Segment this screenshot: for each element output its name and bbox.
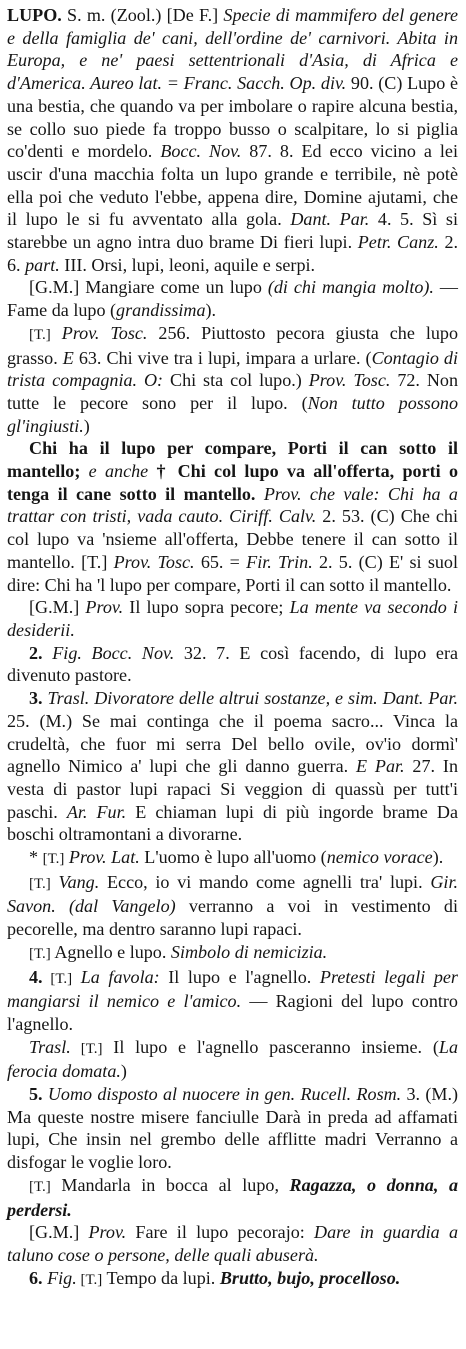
gloss: Non tutto possono gl'ingiusti. [7,392,458,436]
source-tag: [T.] [29,875,51,892]
headword: LUPO. [7,5,62,25]
gm-block-3 [7,1221,458,1266]
gloss: La mente va secondo i desiderii. [7,597,458,640]
citation-source: Bocc. Nov. [160,141,242,162]
source-tag: [G.M.] [29,597,80,618]
source-tag: [T.] [42,970,73,987]
connector: e anche [80,461,157,482]
proverb: Chi ha il lupo per compare, Porti il can sotto il mantello; [7,438,458,482]
citation-source: Fig. [42,1267,77,1288]
citation-source: Prov. Tosc. [308,370,391,391]
gloss: Simbolo di nemicizia. [170,941,328,962]
citation-source: Petr. Canz. [357,232,439,253]
source-tag: [G.M.] [29,277,80,298]
citation-text: 63. Chi vive tra i lupi, impara a urlare. ( [73,347,372,368]
citation-source: Prov. Lat. [64,847,140,868]
citation-text: verranno a voi in vestimento di pecorelle, ma dentro saranno lupi rapaci. [7,896,458,940]
sense-3 [7,687,458,846]
gloss: grandissima [116,300,206,321]
gloss: Ragazza, o donna, a perdersi. [7,1174,458,1220]
phrase: ) [120,1061,127,1082]
gm-block-1 [7,276,458,321]
source-tag: [T.] [29,1178,51,1195]
citation-source: Prov. Tosc. [50,322,148,343]
entry-main [7,4,458,276]
definition: Specie di mammifero del genere e della famiglia de' cani, dell'ordine de' carnivori. Abita in Europa, e ne' paesi settentrionali d'Asia, di Africa e d'America. Aureo lat. = Franc. Sacch. Op. div. [7,5,458,94]
sense-5 [7,1083,458,1174]
source-tag: [T.] [70,1040,103,1057]
citation-text: Chi sta col lupo.) [163,370,309,391]
citation-source: Prov. [79,597,124,618]
phrase: Il lupo e l'agnello. [159,966,320,987]
gloss: Dare in guardia a taluno cose o persone, delle quali abuserà. [7,1222,458,1265]
citation-text: ) [83,415,90,436]
phrase: Agnello e lupo. [50,941,171,962]
citation-source: Ar. Fur. [66,801,127,822]
gloss: Brutto, bujo, procelloso. [219,1267,401,1288]
gloss: (di chi mangia molto). [267,277,434,298]
star-mark: * [29,847,43,868]
citation-text: 65. = [194,551,247,572]
citation-text: ). [432,847,444,868]
phrase: — Ragioni del lupo contro l'agnello. [7,991,458,1034]
sense-number: 5. [29,1084,43,1105]
sense-number: 3. [29,688,43,709]
phrase: Mandarla in bocca al lupo, [50,1174,290,1195]
citation-source: E [62,347,74,368]
citation-source: Prov. [79,1222,127,1243]
citation-text: 2. 53. (C) Che chi col lupo va 'nsieme all'offerta, Debbe tenere il can sotto il mantello. [T.] [7,506,458,572]
source-tag: [T.] [76,1271,103,1288]
sense-number: 4. [29,966,43,987]
citation-text: III. Orsi, lupi, leoni, aquile e serpi. [59,254,316,275]
citation-source: Fig. Bocc. Nov. [42,642,175,663]
citation-source: Dant. Par. [290,209,370,230]
citation-text: 3. (M.) Ma queste nostre misere fanciulle Darà in preda ad affamati lupi, Che insin nel grembo delle afflitte madri Verranno a disfogar le voglie loro. [7,1084,459,1173]
t-block-1 [7,322,458,438]
sense-6 [7,1267,458,1292]
trasl-block [7,1036,458,1083]
citation-source: Vang. [50,871,100,892]
phrase: Fare il lupo pecorajo: [126,1222,315,1243]
phrase: Mangiare come un lupo [79,277,268,298]
proverb-block [7,437,458,596]
gloss: La ferocia domata. [7,1036,458,1082]
source-tag: [T.] [42,851,65,868]
sense-number: 6. [29,1267,43,1288]
citation-source: Gir. Savon. (dal Vangelo) [7,871,458,917]
citation-text: 27. In vesta di pastor lupi rapaci Si veggion di quassù per tutt'i paschi. [7,756,458,822]
sense-label: Trasl. [29,1036,71,1057]
citation-text: 25. (M.) Se mai continga che il poema sacro... Vinca la crudeltà, che fuor mi serra Del bello ovile, ov'io dormì' agnello Nimico a' lupi che gli danno guerra. [7,710,458,777]
citation-source: Prov. Tosc. [113,551,195,572]
t-block-4 [7,941,458,966]
gm-block-2 [7,596,458,641]
phrase: Tempo da lupi. [102,1267,220,1288]
grammar-note: S. m. (Zool.) [De F.] [61,5,224,25]
source-tag: [T.] [29,945,51,962]
gloss: Uomo disposto al nuocere in gen. Rucell. Rosm. [42,1084,402,1105]
sense-2 [7,642,458,687]
phrase: ). [205,300,217,321]
citation-text: 2. 5. (C) E' si suol dire: Chi ha 'l lupo per compare, Porti il can sotto il mantello. [7,551,458,595]
phrase: — Fame da lupo ( [7,277,459,321]
gloss: Trasl. Divoratore delle altrui sostanze, e sim. Dant. Par. [42,688,458,709]
citation-text: 90. (C) Lupo è una bestia, che quando va per imbolare o rapire alcuna bestia, se collo suo piede fa troppo busso o scalpitare, lo si piglia co'denti e mordelo. [7,73,459,162]
t-block-2 [7,846,458,871]
gloss: Pretesti legali per mangiarsi il nemico e l'amico. [7,966,458,1012]
citation-text: E chiaman lupi di più ingorde brame Da boschi oltramontani a divorarne. [7,801,458,845]
citation-text: 32. 7. E così facendo, di lupo era divenuto pastore. [7,642,458,686]
gloss: Chi ha a trattar con tristi, vada cauto. Ciriff. Calv. [7,483,458,527]
gloss: Contagio di trista compagnia. O: [7,347,458,391]
citation-source: E Par. [356,756,405,777]
proverb: † Chi col lupo va all'offerta, porti o tenga il cane sotto il mantello. [7,461,458,504]
gloss: nemico vorace [326,847,433,868]
citation-text: 256. Piuttosto pecora giusta che lupo grasso. [7,322,458,368]
source-tag: [G.M.] [29,1222,80,1243]
citation-source: part. [25,254,60,275]
citation-text: 4. 5. Sì si starebbe un agno intra duo brame Di fieri lupi. [7,209,458,253]
phrase: Il lupo sopra pecore; [123,597,290,618]
citation-text: L'uomo è lupo all'uomo ( [139,847,327,868]
sense-4 [7,966,458,1036]
t-block-3 [7,871,458,941]
citation-source: Prov. che vale: [255,483,380,504]
citation-text: 87. 8. Ed ecco vicino a lei uscir d'una macchia folta un lupo grande e terribile, nè potè ella poi che veduto l'ebbe, appena dire, Domine ajutami, che il lupo le si fu avventato alla gola. [7,141,458,230]
t-block-5 [7,1174,458,1221]
phrase: Il lupo e l'agnello pasceranno insieme. ( [102,1036,439,1057]
citation-source: Fir. Trin. [246,551,313,572]
citation-text: Ecco, io vi mando come agnelli tra' lupi. [99,871,431,892]
citation-text: 72. Non tutte le pecore sono per il lupo. ( [7,370,459,413]
citation-source: La favola: [72,966,160,987]
citation-text: 2. 6. [7,232,459,275]
source-tag: [T.] [29,326,51,343]
sense-number: 2. [29,642,43,663]
